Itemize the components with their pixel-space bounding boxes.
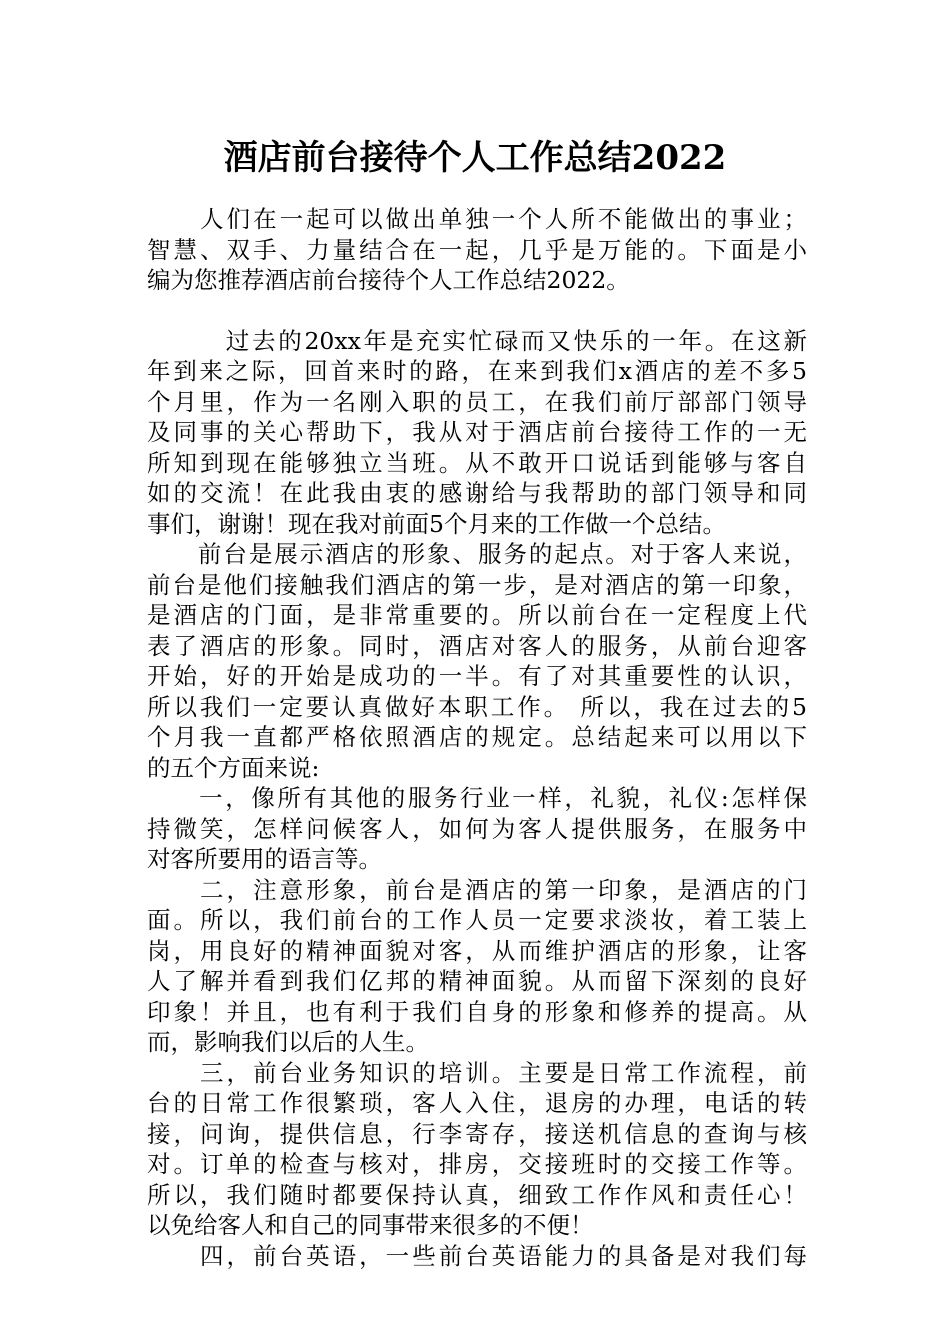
text-line: 所以，我们随时都要保持认真，细致工作作风和责任心！ <box>147 1180 807 1209</box>
text-line: 所以我们一定要认真做好本职工作。 所以，我在过去的5 <box>147 692 807 721</box>
paragraph-point-one <box>147 783 807 875</box>
text-line: 是酒店的门面，是非常重要的。所以前台在一定程度上代 <box>147 601 807 629</box>
document-title: 酒店前台接待个人工作总结2022 <box>223 138 727 178</box>
paragraph-spacer <box>147 296 807 326</box>
text-line: 人了解并看到我们亿邦的精神面貌。从而留下深刻的良好 <box>147 967 807 995</box>
text-line: 开始，好的开始是成功的一半。有了对其重要性的认识， <box>147 662 807 690</box>
paragraph-point-four <box>147 1241 807 1272</box>
text-line: 而，影响我们以后的人生。 <box>147 1028 429 1056</box>
text-line: 的五个方面来说: <box>147 753 320 782</box>
text-line: 岗，用良好的精神面貌对客，从而维护酒店的形象，让客 <box>147 936 807 965</box>
text-line: 持微笑，怎样问候客人，如何为客人提供服务，在服务中 <box>147 814 807 843</box>
document-body <box>147 204 807 1271</box>
text-line: 人们在一起可以做出单独一个人所不能做出的事业； <box>147 205 807 233</box>
text-line: 对客所要用的语言等。 <box>147 845 382 873</box>
paragraph-past-year <box>147 326 807 540</box>
text-line: 印象！并且，也有利于我们自身的形象和修养的提高。从 <box>147 997 807 1026</box>
text-line: 对。订单的检查与核对，排房，交接班时的交接工作等。 <box>147 1150 807 1178</box>
text-line: 前台是展示酒店的形象、服务的起点。对于客人来说， <box>147 540 807 568</box>
text-line: 以免给客人和自己的同事带来很多的不便！ <box>147 1211 594 1239</box>
text-line: 三，前台业务知识的培训。主要是日常工作流程，前 <box>147 1058 807 1087</box>
paragraph-point-three <box>147 1058 807 1241</box>
text-line: 台的日常工作很繁琐，客人入住，退房的办理，电话的转 <box>147 1089 807 1117</box>
text-line: 事们，谢谢！现在我对前面5个月来的工作做一个总结。 <box>147 509 726 538</box>
text-line: 一，像所有其他的服务行业一样，礼貌，礼仪:怎样保 <box>147 784 807 812</box>
text-line: 四，前台英语，一些前台英语能力的具备是对我们每 <box>147 1241 807 1270</box>
text-line: 个月我一直都严格依照酒店的规定。总结起来可以用以下 <box>147 723 807 751</box>
text-line: 如的交流！在此我由衷的感谢给与我帮助的部门领导和同 <box>147 479 807 507</box>
text-line: 前台是他们接触我们酒店的第一步，是对酒店的第一印象， <box>147 570 807 599</box>
text-line: 智慧、双手、力量结合在一起，几乎是万能的。下面是小 <box>147 235 807 264</box>
text-line: 年到来之际，回首来时的路，在来到我们x酒店的差不多5 <box>147 357 807 385</box>
text-line: 及同事的关心帮助下，我从对于酒店前台接待工作的一无 <box>147 418 807 446</box>
text-line: 所知到现在能够独立当班。从不敢开口说话到能够与客自 <box>147 448 807 477</box>
text-line: 个月里，作为一名刚入职的员工，在我们前厅部部门领导 <box>147 387 807 416</box>
text-line: 编为您推荐酒店前台接待个人工作总结2022。 <box>147 266 630 294</box>
text-line: 表了酒店的形象。同时，酒店对客人的服务，从前台迎客 <box>147 631 807 660</box>
text-line: 过去的20xx年是充实忙碌而又快乐的一年。在这新 <box>147 326 807 355</box>
text-line: 二，注意形象，前台是酒店的第一印象，是酒店的门 <box>147 875 807 904</box>
paragraph-intro <box>147 204 807 296</box>
paragraph-point-two <box>147 875 807 1058</box>
text-line: 接，问询，提供信息，行李寄存，接送机信息的查询与核 <box>147 1119 807 1148</box>
paragraph-front-desk-image <box>147 539 807 783</box>
text-line: 面。所以，我们前台的工作人员一定要求淡妆，着工装上 <box>147 906 807 934</box>
